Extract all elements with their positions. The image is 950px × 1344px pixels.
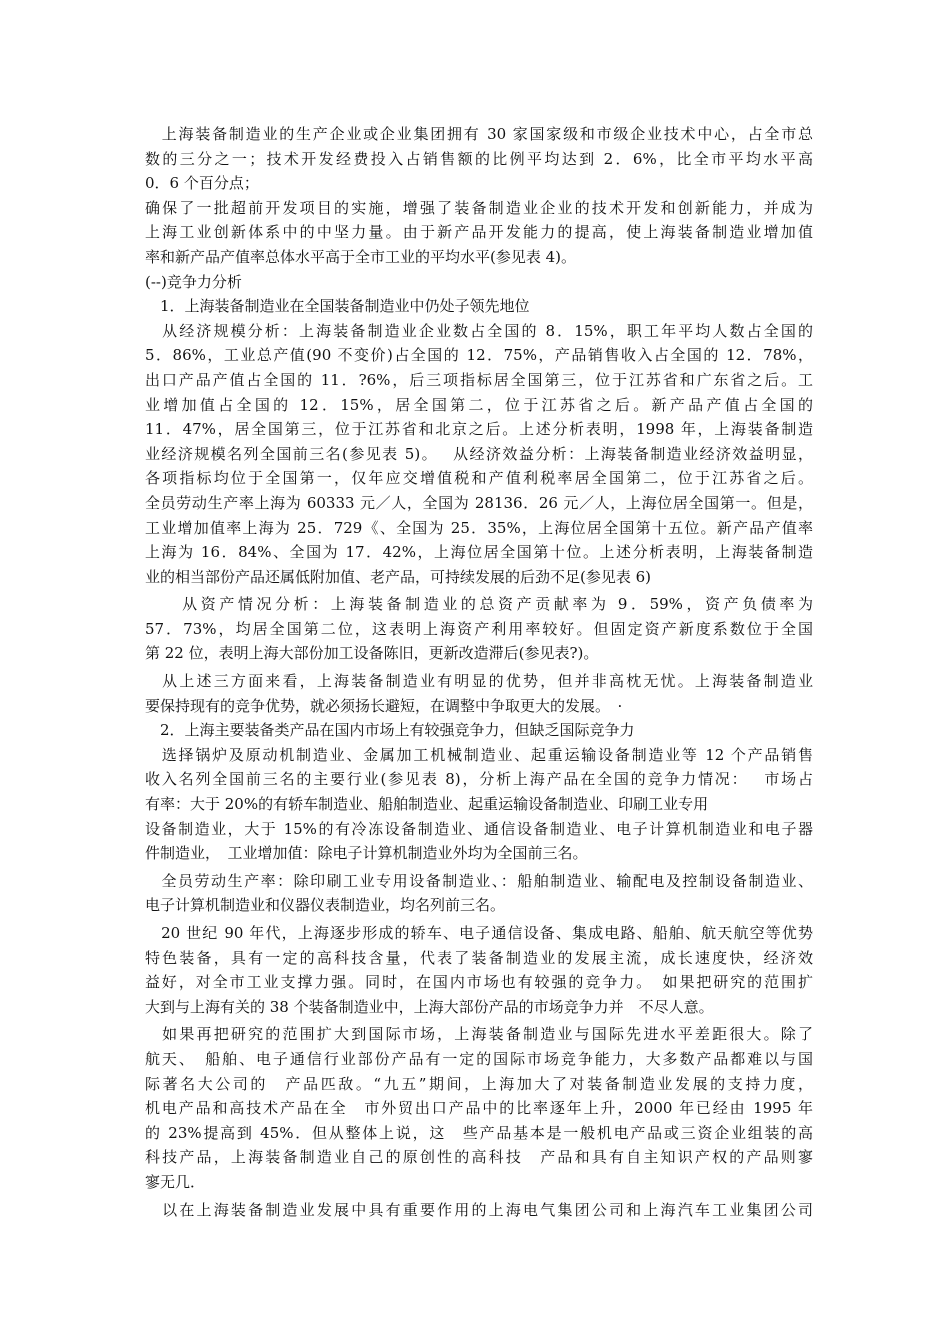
text-line: 全员劳动生产率：除印刷工业专用设备制造业、：船舶制造业、输配电及控制设备制造业、 bbox=[145, 871, 813, 890]
text-line: 上海为 16．84%、全国为 17．42%，上海位居全国第十位。上述分析表明，上海装备制造 bbox=[145, 543, 813, 562]
text-line: 航天、 船舶、电子通信行业部份产品有一定的国际市场竞争能力，大多数产品都难以与国 bbox=[145, 1049, 813, 1068]
text-line: 特色装备，具有一定的高科技含量，代表了装备制造业的发展主流，成长速度快，经济效 bbox=[145, 948, 813, 967]
paragraph-innovation bbox=[145, 196, 813, 270]
text-line: 大到与上海有关的 38 个装备制造业中，上海大部份产品的市场竞争力并 不尽人意。 bbox=[145, 997, 714, 1016]
text-line: 上海工业创新体系中的中坚力量。由于新产品开发能力的提高，使上海装备制造业增加值 bbox=[145, 223, 813, 242]
text-line: 科技产品，上海装备制造业自己的原创性的高科技 产品和具有自主知识产权的产品则寥 bbox=[145, 1148, 813, 1167]
paragraph-economic-scale bbox=[145, 319, 813, 590]
text-line: 收入名列全国前三名的主要行业(参见表 8)，分析上海产品在全国的竞争力情况： 市场占 bbox=[145, 770, 813, 789]
paragraph-group-companies bbox=[145, 1198, 813, 1223]
text-line: 以在上海装备制造业发展中具有重要作用的上海电气集团公司和上海汽车工业集团公司 bbox=[145, 1200, 813, 1219]
text-line: 从上述三方面来看，上海装备制造业有明显的优势，但并非高枕无忧。上海装备制造业 bbox=[145, 672, 813, 691]
paragraph-international bbox=[145, 1022, 813, 1194]
text-line: 出口产品产值占全国的 11．?6%，后三项指标居全国第三，位于江苏省和广东省之后。工 bbox=[145, 370, 813, 389]
text-line: 0．6 个百分点； bbox=[145, 174, 259, 193]
text-line: 2．上海主要装备类产品在国内市场上有较强竞争力，但缺乏国际竞争力 bbox=[145, 721, 635, 740]
text-line: 要保持现有的竞争优势，就必须扬长避短，在调整中争取更大的发展。 · bbox=[145, 696, 623, 715]
paragraph-1990s bbox=[145, 921, 813, 1019]
text-line: 件制造业， 工业增加值：除电子计算机制造业外均为全国前三名。 bbox=[145, 844, 588, 863]
text-line: 机电产品和高技术产品在全 市外贸出口产品中的比率逐年上升，2000 年已经由 1995 年 bbox=[145, 1099, 813, 1118]
text-line: 际著名大公司的 产品匹敌。“九五”期间，上海加大了对装备制造业发展的支持力度， bbox=[145, 1074, 813, 1093]
text-line: 57．73%，均居全国第二位，这表明上海资产利用率较好。但固定资产新度系数位于全国 bbox=[145, 619, 813, 638]
text-line: 设备制造业，大于 15%的有冷冻设备制造业、通信设备制造业、电子计算机制造业和电子器 bbox=[145, 819, 813, 838]
paragraph-tech-centers bbox=[145, 122, 813, 196]
paragraph-labor-productivity bbox=[145, 869, 813, 918]
text-line: 确保了一批超前开发项目的实施，增强了装备制造业企业的技术开发和创新能力，并成为 bbox=[145, 198, 813, 217]
text-line: 从经济规模分析：上海装备制造业企业数占全国的 8．15%，职工年平均人数占全国的 bbox=[145, 321, 813, 340]
document-page bbox=[145, 122, 813, 1222]
section-heading-competitiveness bbox=[145, 270, 813, 295]
subheading-leading-position bbox=[145, 294, 813, 319]
paragraph-summary bbox=[145, 669, 813, 718]
text-line: (--)竞争力分析 bbox=[145, 272, 242, 291]
text-line: 业增加值占全国的 12．15%，居全国第二，位于江苏省之后。新产品产值占全国的 bbox=[145, 395, 813, 414]
text-line: 全员劳动生产率上海为 60333 元／人，全国为 28136．26 元／人，上海位居全国第一。但是， bbox=[145, 493, 813, 512]
paragraph-assets bbox=[145, 592, 813, 666]
text-line: 20 世纪 90 年代，上海逐步形成的轿车、电子通信设备、集成电路、船舶、航天航空等优势 bbox=[145, 924, 813, 942]
text-line: 电子计算机制造业和仪器仪表制造业，均名列前三名。 bbox=[145, 896, 506, 915]
text-line: 各项指标均位于全国第一，仅年应交增值税和产值利税率居全国第二，位于江苏省之后。 bbox=[145, 469, 813, 488]
subheading-domestic-competitiveness bbox=[145, 718, 813, 743]
text-line: 业的相当部份产品还属低附加值、老产品，可持续发展的后劲不足(参见表 6) bbox=[145, 567, 652, 586]
text-line: 益好，对全市工业支撑力强。同时，在国内市场也有较强的竞争力。 如果把研究的范围扩 bbox=[145, 973, 813, 992]
text-line: 有率：大于 20%的有轿车制造业、船舶制造业、起重运输设备制造业、印刷工业专用 bbox=[145, 795, 709, 814]
text-line: 数的三分之一；技术开发经费投入占销售额的比例平均达到 2．6%，比全市平均水平高 bbox=[145, 149, 813, 168]
text-line: 的 23%提高到 45%．但从整体上说，这 些产品基本是一般机电产品或三资企业组装的高 bbox=[145, 1123, 813, 1142]
text-line: 5．86%，工业总产值(90 不变价)占全国的 12．75%，产品销售收入占全国的 12．78%， bbox=[145, 346, 813, 365]
paragraph-market-share bbox=[145, 743, 813, 866]
text-line: 上海装备制造业的生产企业或企业集团拥有 30 家国家级和市级企业技术中心，占全市总 bbox=[145, 125, 813, 143]
text-line: 从资产情况分析：上海装备制造业的总资产贡献率为 9．59%，资产负债率为 bbox=[145, 595, 813, 614]
text-line: 11．47%，居全国第三，位于江苏省和北京之后。上述分析表明，1998 年，上海装备制造 bbox=[145, 420, 813, 439]
text-line: 1．上海装备制造业在全国装备制造业中仍处子领先地位 bbox=[145, 297, 530, 316]
text-line: 工业增加值率上海为 25．729《、全国为 25．35%，上海位居全国第十五位。新产品产值率 bbox=[145, 518, 813, 537]
text-line: 寥无几． bbox=[145, 1172, 206, 1191]
text-line: 第 22 位，表明上海大部份加工设备陈旧，更新改造滞后(参见表?)。 bbox=[145, 644, 599, 663]
text-line: 率和新产品产值率总体水平高于全市工业的平均水平(参见表 4)。 bbox=[145, 247, 577, 266]
text-line: 业经济规模名列全国前三名(参见表 5)。 从经济效益分析：上海装备制造业经济效益明显， bbox=[145, 444, 813, 463]
text-line: 如果再把研究的范围扩大到国际市场，上海装备制造业与国际先进水平差距很大。除了 bbox=[145, 1025, 813, 1044]
text-line: 选择锅炉及原动机制造业、金属加工机械制造业、起重运输设备制造业等 12 个产品销售 bbox=[145, 745, 813, 764]
